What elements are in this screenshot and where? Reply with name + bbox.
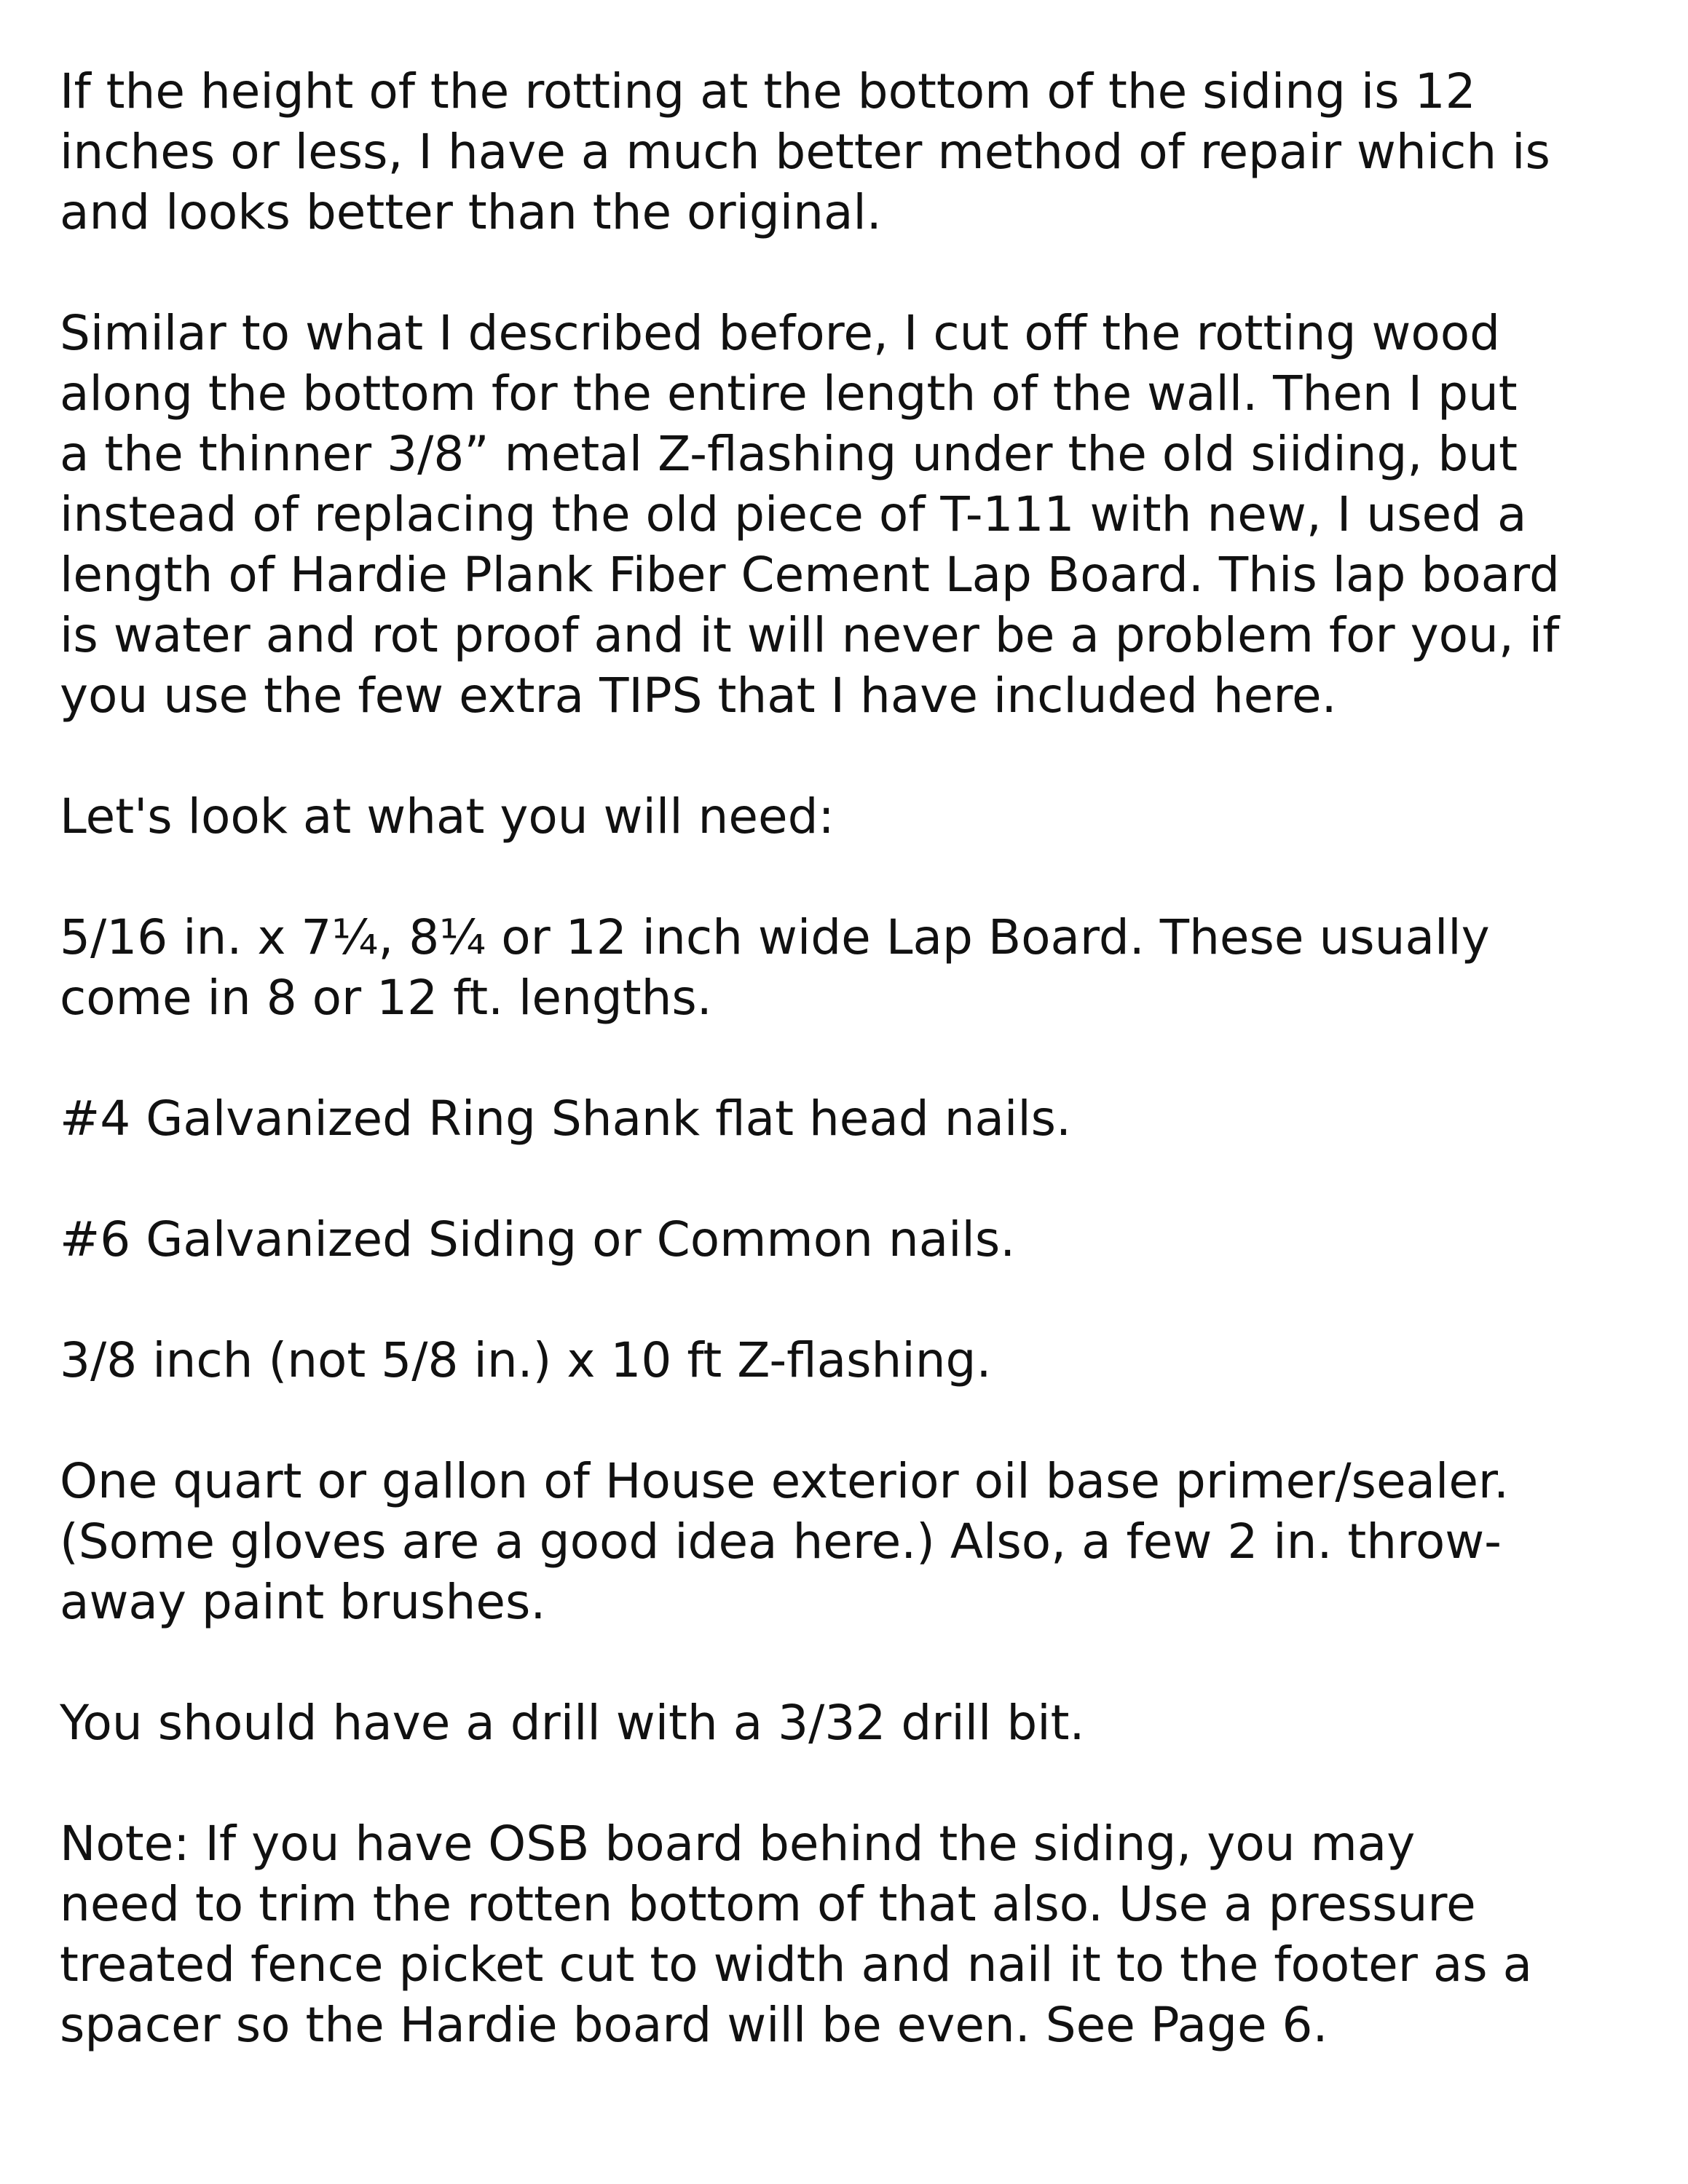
text-line: a the thinner 3/8” metal Z-flashing under the old siiding, but [60,426,1518,482]
material-z-flashing [60,1330,1662,1390]
text-line: length of Hardie Plank Fiber Cement Lap Board. This lap board [60,547,1560,603]
text-line: Note: If you have OSB board behind the siding, you may [60,1816,1416,1872]
text-line: 5/16 in. x 7¼, 8¼ or 12 inch wide Lap Board. These usually [60,909,1490,965]
text-line: (Some gloves are a good idea here.) Also, a few 2 in. throw- [60,1514,1502,1570]
paragraph-note [60,1813,1662,2055]
text-line: Let's look at what you will need: [60,788,835,844]
text-line: You should have a drill with a 3/32 drill bit. [60,1695,1085,1751]
text-line: spacer so the Hardie board will be even. See Page 6. [60,1997,1328,2053]
text-line: treated fence picket cut to width and nail it to the footer as a [60,1936,1533,1993]
text-line: inches or less, I have a much better method of repair which is [60,124,1550,180]
material-drill [60,1693,1662,1753]
text-line: Similar to what I described before, I cut off the rotting wood [60,305,1500,361]
text-line: One quart or gallon of House exterior oil base primer/sealer. [60,1453,1509,1509]
material-primer [60,1451,1662,1632]
text-line: #4 Galvanized Ring Shank flat head nails. [60,1091,1072,1147]
text-line: instead of replacing the old piece of T-111 with new, I used a [60,486,1527,542]
material-lap-board [60,907,1662,1028]
text-line: come in 8 or 12 ft. lengths. [60,970,712,1026]
paragraph-method [60,303,1662,726]
text-line: is water and rot proof and it will never be a problem for you, if [60,607,1560,663]
text-line: If the height of the rotting at the bottom of the siding is 12 [60,63,1476,119]
text-line: away paint brushes. [60,1574,546,1630]
paragraph-intro [60,61,1662,242]
paragraph-needs-heading [60,786,1662,847]
text-line: #6 Galvanized Siding or Common nails. [60,1211,1016,1267]
material-ring-shank-nails [60,1088,1662,1149]
text-line: 3/8 inch (not 5/8 in.) x 10 ft Z-flashing. [60,1332,992,1388]
text-line: and looks better than the original. [60,184,882,240]
text-line: you use the few extra TIPS that I have included here. [60,668,1337,724]
text-line: need to trim the rotten bottom of that also. Use a pressure [60,1876,1476,1932]
document-body [60,61,1662,2116]
material-siding-nails [60,1209,1662,1270]
text-line: along the bottom for the entire length of the wall. Then I put [60,365,1518,422]
